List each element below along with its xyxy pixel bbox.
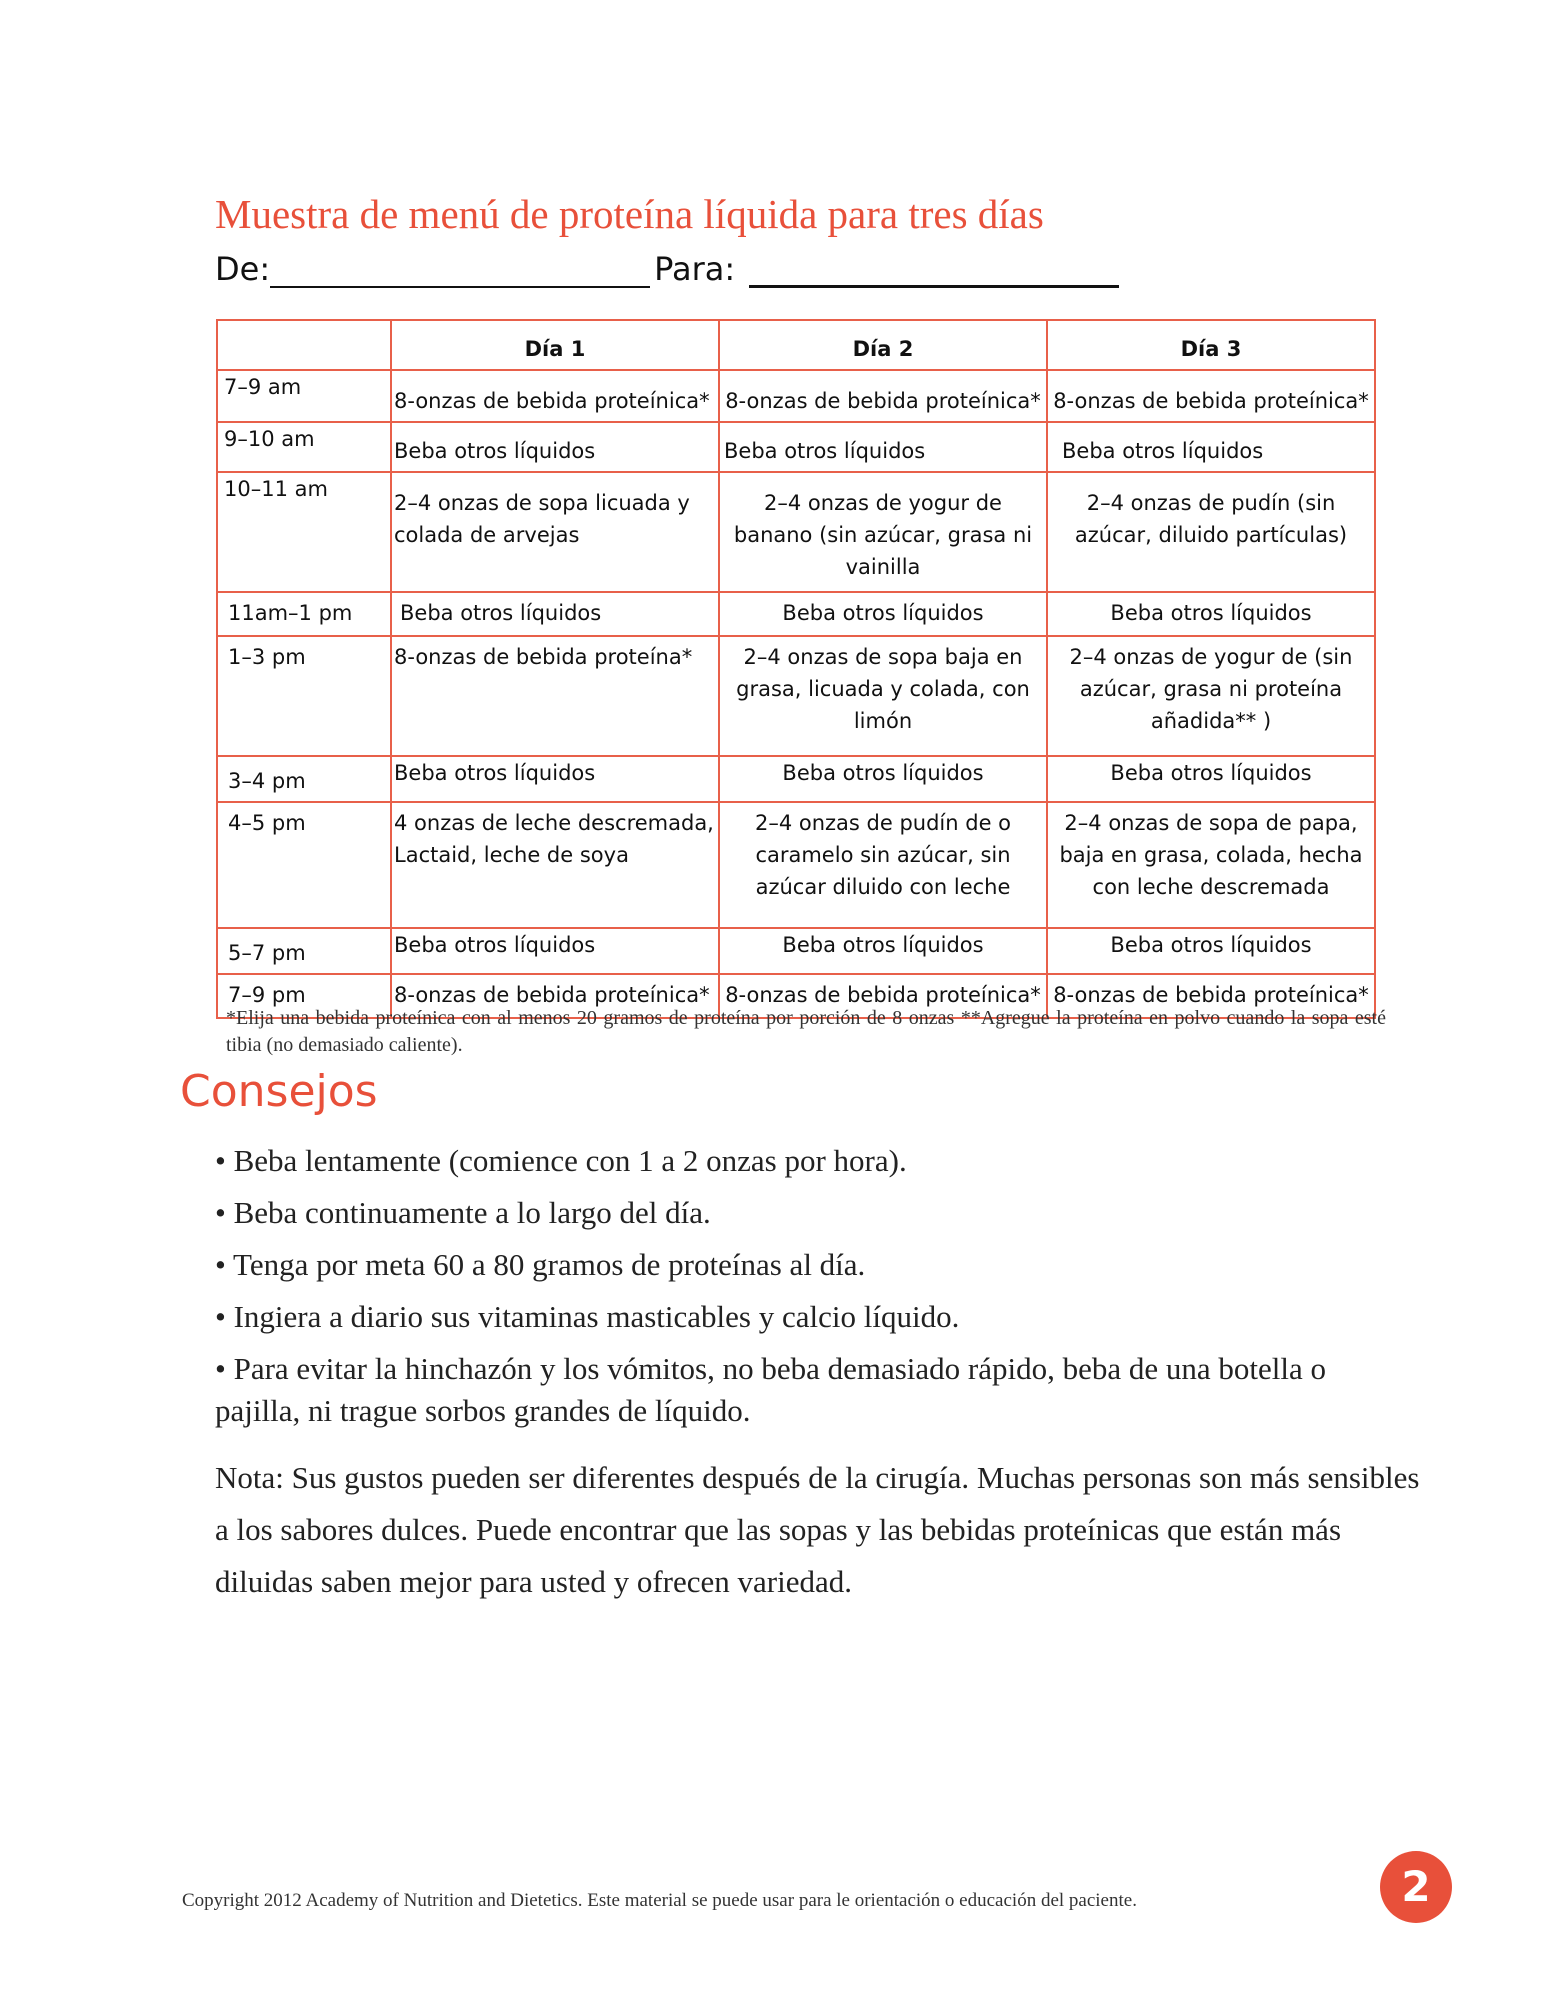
table-row xyxy=(217,756,1375,802)
day1-cell: Beba otros líquidos xyxy=(391,422,719,472)
day2-cell: 2–4 onzas de pudín de o caramelo sin azúcar, sin azúcar diluido con leche xyxy=(719,802,1047,928)
day1-cell: Beba otros líquidos xyxy=(391,756,719,802)
table-row xyxy=(217,636,1375,756)
table-header-row xyxy=(217,320,1375,370)
day2-cell: 2–4 onzas de sopa baja en grasa, licuada y colada, con limón xyxy=(719,636,1047,756)
day3-cell: Beba otros líquidos xyxy=(1047,756,1375,802)
day3-cell: 2–4 onzas de sopa de papa, baja en grasa, colada, hecha con leche descremada xyxy=(1047,802,1375,928)
time-cell: 7–9 pm xyxy=(217,974,391,1018)
to-label: Para: xyxy=(654,250,736,288)
day1-cell: 2–4 onzas de sopa licuada y colada de arvejas xyxy=(391,472,719,592)
list-item: • Para evitar la hinchazón y los vómitos, no beba demasiado rápido, beba de una botella o pajilla, ni trague sorbos grandes de líquido. xyxy=(215,1351,1327,1428)
time-cell: 10–11 am xyxy=(217,472,391,592)
table-row xyxy=(217,592,1375,636)
page-title: Muestra de menú de proteína líquida para tres días xyxy=(215,191,1044,237)
time-cell: 7–9 am xyxy=(217,370,391,422)
note-paragraph: Nota: Sus gustos pueden ser diferentes después de la cirugía. Muchas personas son más sensibles a los sabores dulces. Puede encontrar que las sopas y las bebidas proteínicas que están más diluidas saben mejor para usted y ofrecen variedad. xyxy=(215,1460,1420,1599)
day2-cell: Beba otros líquidos xyxy=(719,756,1047,802)
time-cell: 4–5 pm xyxy=(217,802,391,928)
tips-list xyxy=(215,1140,1415,1442)
day2-cell: 2–4 onzas de yogur de banano (sin azúcar, grasa ni vainilla xyxy=(719,472,1047,592)
day3-cell: Beba otros líquidos xyxy=(1047,592,1375,636)
day1-cell: 8-onzas de bebida proteína* xyxy=(391,636,719,756)
day3-cell: 2–4 onzas de pudín (sin azúcar, diluido partículas) xyxy=(1047,472,1375,592)
day1-cell: 4 onzas de leche descremada, Lactaid, leche de soya xyxy=(391,802,719,928)
header-day-1: Día 1 xyxy=(391,320,719,370)
day3-cell: 2–4 onzas de yogur de (sin azúcar, grasa ni proteína añadida** ) xyxy=(1047,636,1375,756)
day2-cell: Beba otros líquidos xyxy=(719,422,1047,472)
header-day-2: Día 2 xyxy=(719,320,1047,370)
day1-cell: Beba otros líquidos xyxy=(391,592,719,636)
table-row xyxy=(217,422,1375,472)
to-field[interactable] xyxy=(749,251,1119,288)
day1-cell: Beba otros líquidos xyxy=(391,928,719,974)
time-cell: 11am–1 pm xyxy=(217,592,391,636)
table-row xyxy=(217,370,1375,422)
day2-cell: Beba otros líquidos xyxy=(719,928,1047,974)
from-field[interactable] xyxy=(270,252,650,288)
day1-cell: 8-onzas de bebida proteínica* xyxy=(391,370,719,422)
tips-heading: Consejos xyxy=(180,1066,378,1117)
from-label: De: xyxy=(215,250,271,288)
time-cell: 9–10 am xyxy=(217,422,391,472)
list-item: • Beba continuamente a lo largo del día. xyxy=(215,1195,711,1230)
table-row xyxy=(217,472,1375,592)
day2-cell: 8-onzas de bebida proteínica* xyxy=(719,974,1047,1018)
day3-cell: 8-onzas de bebida proteínica* xyxy=(1047,370,1375,422)
day3-cell: 8-onzas de bebida proteínica* xyxy=(1047,974,1375,1018)
day2-cell: Beba otros líquidos xyxy=(719,592,1047,636)
header-day-3: Día 3 xyxy=(1047,320,1375,370)
day1-cell: 8-onzas de bebida proteínica* xyxy=(391,974,719,1018)
table-row xyxy=(217,928,1375,974)
list-item: • Tenga por meta 60 a 80 gramos de proteínas al día. xyxy=(215,1247,866,1282)
list-item: • Beba lentamente (comience con 1 a 2 onzas por hora). xyxy=(215,1143,907,1178)
page-number-badge: 2 xyxy=(1380,1851,1452,1923)
time-cell: 5–7 pm xyxy=(217,928,391,974)
menu-table xyxy=(216,319,1376,1019)
table-footnote: *Elija una bebida proteínica con al menos 20 gramos de proteína por porción de 8 onzas **Agregue la proteína en polvo cuando la sopa esté tibia (no demasiado caliente). xyxy=(226,1007,1386,1056)
day3-cell: Beba otros líquidos xyxy=(1047,928,1375,974)
from-to-line xyxy=(215,250,1119,288)
list-item: • Ingiera a diario sus vitaminas masticables y calcio líquido. xyxy=(215,1299,960,1334)
day2-cell: 8-onzas de bebida proteínica* xyxy=(719,370,1047,422)
time-cell: 1–3 pm xyxy=(217,636,391,756)
header-time xyxy=(217,320,391,370)
copyright-notice: Copyright 2012 Academy of Nutrition and Dietetics. Este material se puede usar para le orientación o educación del paciente. xyxy=(182,1890,1137,1911)
day3-cell: Beba otros líquidos xyxy=(1047,422,1375,472)
time-cell: 3–4 pm xyxy=(217,756,391,802)
table-row xyxy=(217,802,1375,928)
